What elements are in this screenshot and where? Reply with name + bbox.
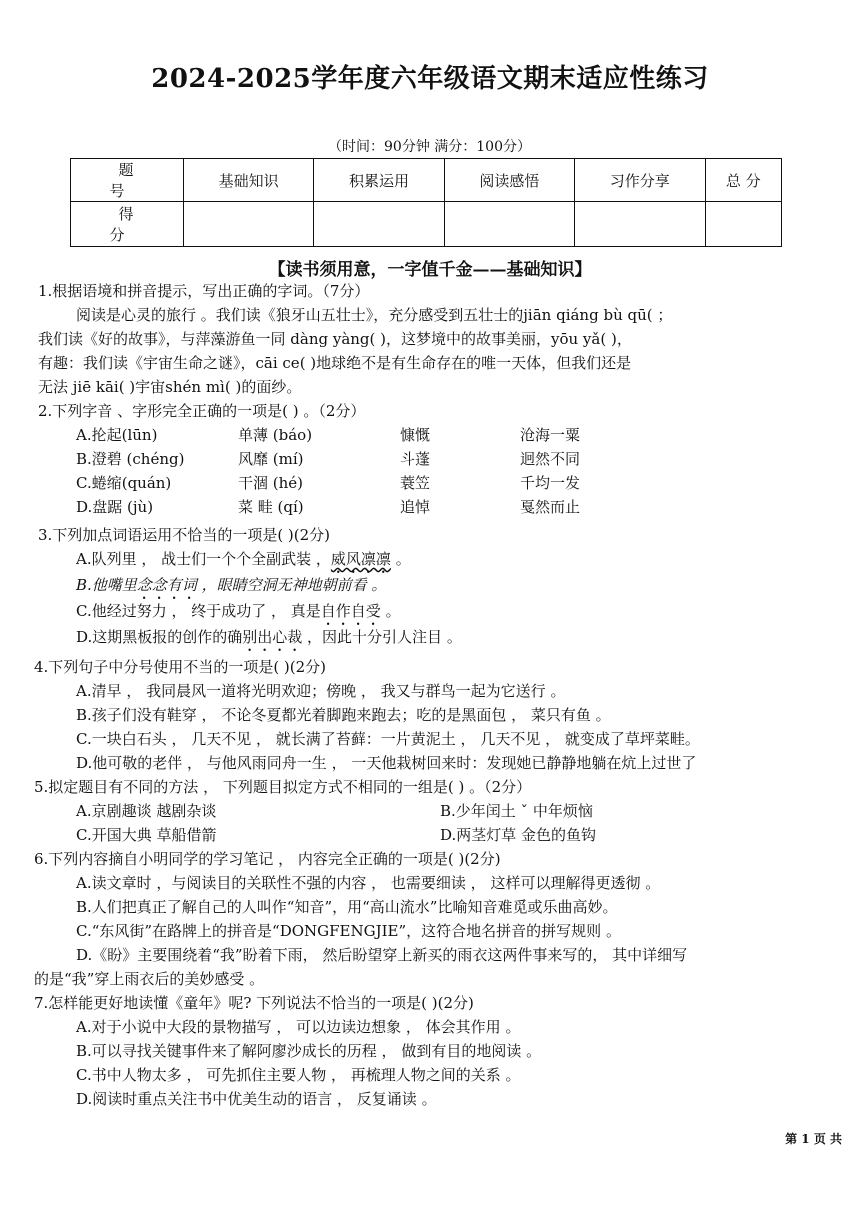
- q2-stem: 2.下列字音 、字形完全正确的一项是( ) 。（2分）: [38, 402, 366, 420]
- q3-dotted-word: 念念有词: [136, 576, 197, 594]
- score-table: [70, 158, 782, 247]
- score-cell[interactable]: [705, 202, 782, 247]
- q2-option-word: 迥然不同: [520, 450, 581, 468]
- q1-stem: 1.根据语境和拼音提示，写出正确的字词。（7分）: [38, 282, 370, 300]
- q3-stem: 3.下列加点词语运用不恰当的一项是( )(2分): [38, 526, 331, 544]
- q1-line: 无法 jiē kāi( )宇宙shén mì( )的面纱。: [38, 378, 302, 396]
- q3-dotted-word: 威风凛凛: [330, 550, 391, 568]
- q1-line: 阅读是心灵的旅行 。我们读《狼牙山五壮士》，充分感受到五壮士的jiān qiáng bù qū( ；: [76, 306, 673, 324]
- q6-option-a: A.读文章时 ，与阅读目的关联性不强的内容 ， 也需要细读 ， 这样可以理解得更透彻 。: [76, 874, 661, 892]
- q4-stem: 4.下列句子中分号使用不当的一项是( )(2分): [34, 658, 327, 676]
- q3-text: B.他嘴里: [76, 576, 137, 594]
- score-table-column: 阅读感悟: [444, 159, 574, 202]
- q2-option-word: 菜 畦 (qí): [238, 498, 304, 516]
- q3-option-d: [76, 626, 462, 655]
- q2-option-word: 斗蓬: [400, 450, 431, 468]
- q2-option: B.澄碧 (chéng): [76, 450, 185, 468]
- q6-option-b: B.人们把真正了解自己的人叫作“知音”，用“高山流水”比喻知音难觅或乐曲高妙。: [76, 898, 618, 916]
- q2-option-word: 戛然而止: [520, 498, 581, 516]
- q5-stem: 5.拟定题目有不同的方法 ， 下列题目拟定方式不相同的一组是( ) 。（2分）: [34, 778, 532, 796]
- q4-option-d: D.他可敬的老伴 ， 与他风雨同舟一生 ， 一天他栽树回来时：发现她已静静地躺在炕上过世了: [76, 754, 697, 772]
- q1-line: 有趣：我们读《宇宙生命之谜》，cāi ce( )地球绝不是有生命存在的唯一天体，但我们还是: [38, 354, 632, 372]
- score-table-header-label: 题 号: [71, 159, 184, 202]
- score-table-column: 积累运用: [314, 159, 444, 202]
- q3-option-a: [76, 548, 411, 577]
- q5-option-c: C.开国大典 草船借箭: [76, 826, 217, 844]
- q2-option-word: 风靡 (mí): [238, 450, 304, 468]
- score-table-header-row: [71, 159, 782, 202]
- q4-option-b: B.孩子们没有鞋穿 ， 不论冬夏都光着脚跑来跑去；吃的是黑面包 ， 菜只有鱼 。: [76, 706, 611, 724]
- q3-text: ，眼睛空洞无神地朝前看 。: [196, 576, 387, 594]
- q2-option-word: 追悼: [400, 498, 431, 516]
- score-table-score-row: [71, 202, 782, 247]
- q1-line: 我们读《好的故事》，与萍藻游鱼一同 dàng yàng( )，这梦境中的故事美丽，yōu yǎ( )，: [38, 330, 632, 348]
- q3-option-c: [76, 600, 401, 629]
- q2-option-word: 沧海一粟: [520, 426, 581, 444]
- q4-option-c: C.一块白石头 ， 几天不见 ， 就长满了苔藓：一片黄泥土 ， 几天不见 ， 就变成了草坪菜畦。: [76, 730, 700, 748]
- q3-text: 。: [390, 550, 411, 568]
- page-number: 第 1 页 共: [785, 1132, 842, 1146]
- q2-option: C.蜷缩(quán): [76, 474, 172, 492]
- q3-text: D.这期黑板报的创作的确: [76, 628, 243, 646]
- score-cell[interactable]: [575, 202, 705, 247]
- q6-stem: 6.下列内容摘自小明同学的学习笔记 ， 内容完全正确的一项是( )(2分): [34, 850, 501, 868]
- time-info: （时间：90分钟 满分：100分）: [328, 139, 531, 155]
- q3-text: A.队列里 ， 战士们一个个全副武装 ，: [76, 550, 331, 568]
- exam-title: 2024-2025学年度六年级语文期末适应性练习: [151, 64, 709, 94]
- q6-option-d: D.《盼》主要围绕着“我”盼着下雨， 然后盼望穿上新买的雨衣这两件事来写的， 其中详细写: [76, 946, 688, 964]
- q6-option-d-cont: 的是“我”穿上雨衣后的美妙感受 。: [34, 970, 265, 988]
- q2-option-word: 千均一发: [520, 474, 581, 492]
- q5-option-a: A.京剧趣谈 越剧杂谈: [76, 802, 217, 820]
- score-cell[interactable]: [444, 202, 574, 247]
- score-table-row-label: 得 分: [71, 202, 184, 247]
- q3-dotted-word: 别出心裁: [242, 628, 303, 646]
- score-cell[interactable]: [314, 202, 444, 247]
- q2-option-word: 慷慨: [400, 426, 431, 444]
- score-table-column: 基础知识: [184, 159, 314, 202]
- q3-text: 。: [380, 602, 401, 620]
- q2-option-word: 干涸 (hé): [238, 474, 304, 492]
- q7-stem: 7.怎样能更好地读懂《童年》呢? 下列说法不恰当的一项是( )(2分): [34, 994, 474, 1012]
- section-title: 【读书须用意，一字值千金——基础知识】: [268, 260, 592, 280]
- q3-text: C.他经过努力 ， 终于成功了 ， 真是: [76, 602, 321, 620]
- q3-text: ，因此十分引人注目 。: [302, 628, 462, 646]
- q7-option-d: D.阅读时重点关注书中优美生动的语言 ， 反复诵读 。: [76, 1090, 437, 1108]
- q2-option: D.盘踞 (jù): [76, 498, 154, 516]
- q6-option-c: C.“东风街”在路牌上的拼音是“DONGFENGJIE”，这符合地名拼音的拼写规则 。: [76, 922, 621, 940]
- q3-option-b: [76, 574, 386, 603]
- q3-dotted-word: 自作自受: [320, 602, 381, 620]
- q7-option-a: A.对于小说中大段的景物描写 ， 可以边读边想象 ， 体会其作用 。: [76, 1018, 521, 1036]
- q5-option-d: D.两茎灯草 金色的鱼钩: [440, 826, 597, 844]
- q7-option-c: C.书中人物太多 ， 可先抓住主要人物 ， 再梳理人物之间的关系 。: [76, 1066, 521, 1084]
- score-table-column: 习作分享: [575, 159, 705, 202]
- q5-option-b: B.少年闰土 ˇ 中年烦恼: [440, 802, 593, 820]
- q2-option-word: 单薄 (báo): [238, 426, 313, 444]
- score-cell[interactable]: [184, 202, 314, 247]
- q7-option-b: B.可以寻找关键事件来了解阿廖沙成长的历程 ， 做到有目的地阅读 。: [76, 1042, 542, 1060]
- q4-option-a: A.清早 ， 我同晨风一道将光明欢迎；傍晚 ， 我又与群鸟一起为它送行 。: [76, 682, 566, 700]
- score-table-column: 总 分: [705, 159, 782, 202]
- q2-option: A.抡起(lūn): [76, 426, 158, 444]
- q2-option-word: 蓑笠: [400, 474, 431, 492]
